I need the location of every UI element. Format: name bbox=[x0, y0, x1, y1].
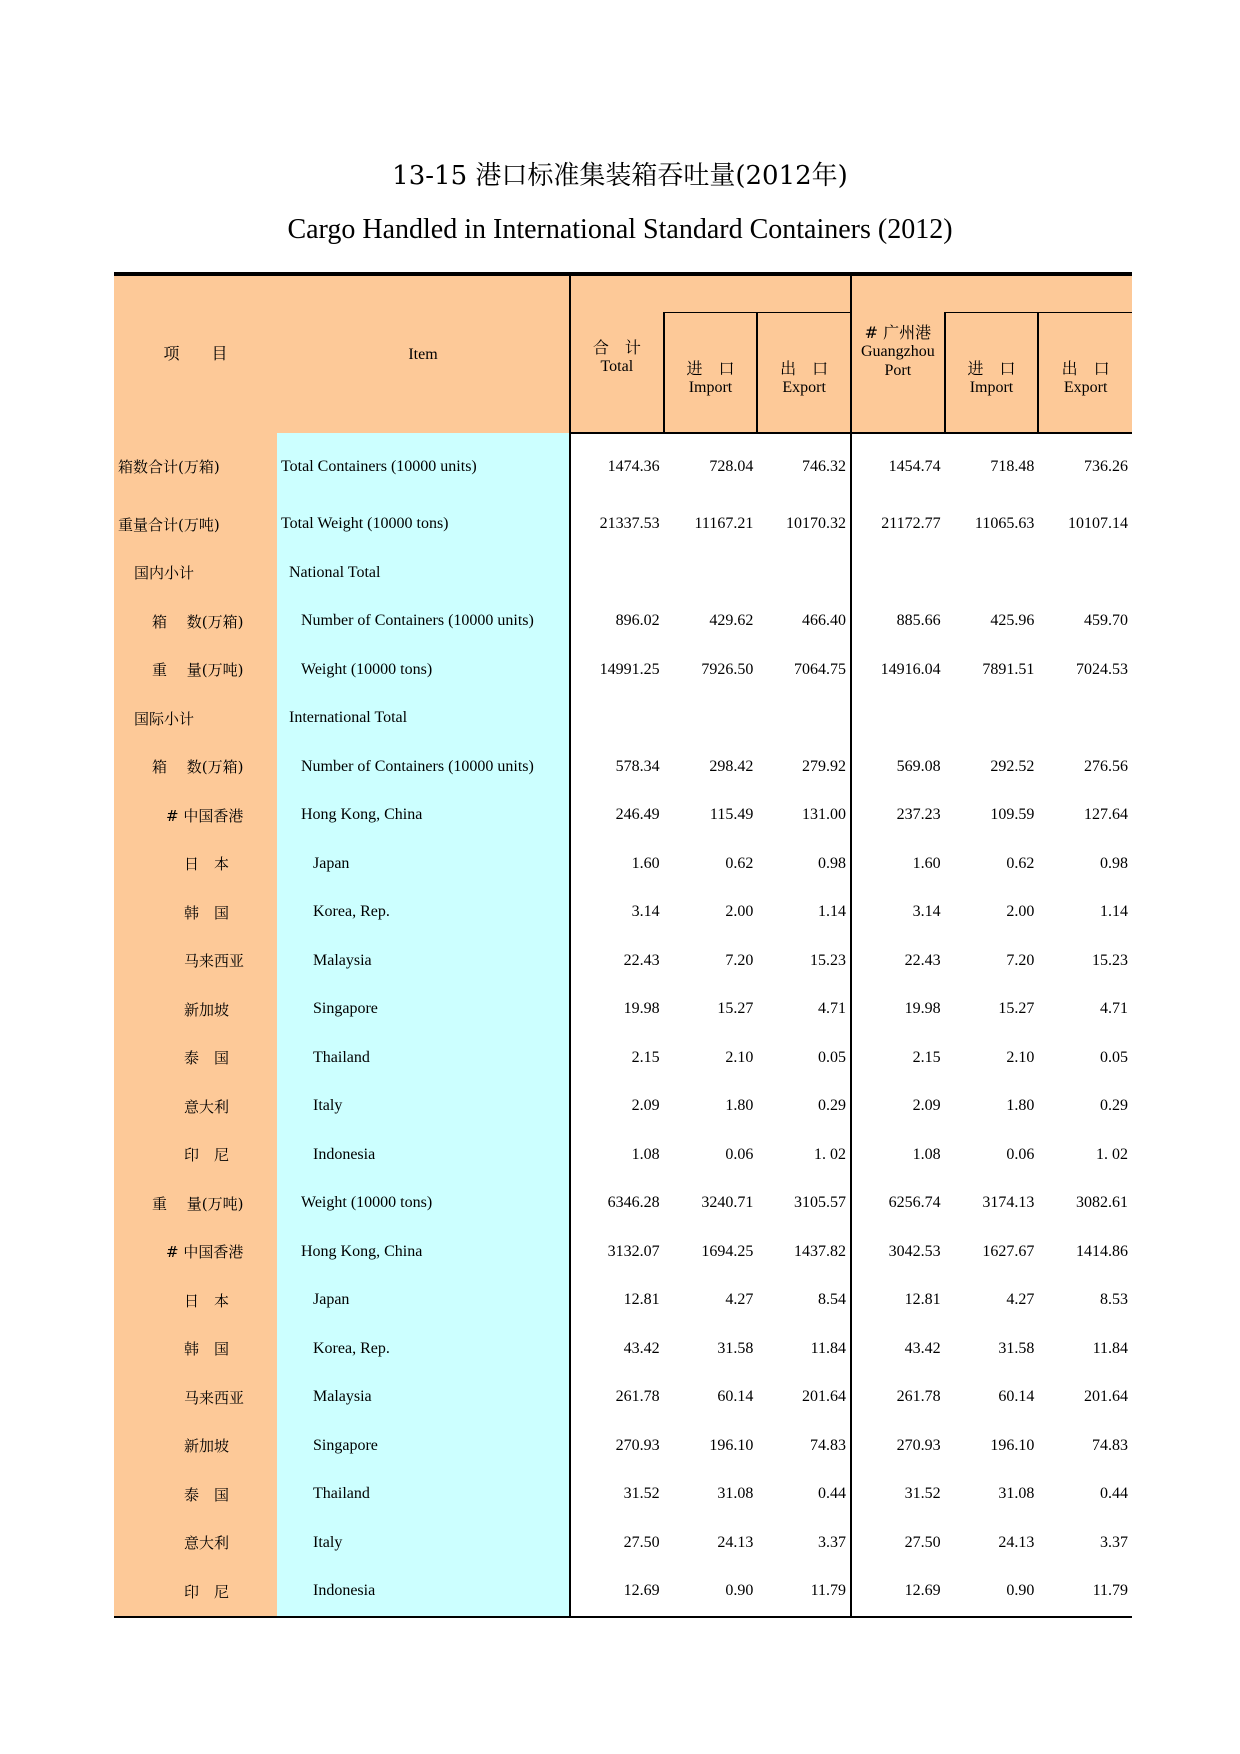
table-row bbox=[114, 937, 1132, 986]
value-cell: 736.26 bbox=[1084, 458, 1128, 475]
value-cell: 7926.50 bbox=[701, 660, 754, 678]
value-cell: 4.27 bbox=[1006, 1291, 1035, 1309]
header-export: 出 口 Export bbox=[757, 313, 851, 434]
table-row bbox=[114, 791, 1132, 840]
value-cell: 14991.25 bbox=[570, 646, 664, 695]
table-row bbox=[114, 549, 1132, 598]
row-label-chinese: 印 尼 bbox=[114, 1567, 277, 1617]
value-cell bbox=[1038, 549, 1132, 598]
value-cell: 0.05 bbox=[1100, 1048, 1128, 1066]
value-cell: 3240.71 bbox=[701, 1194, 754, 1212]
value-cell: 6346.28 bbox=[570, 1179, 664, 1228]
row-label-chinese: 韩 国 bbox=[114, 888, 277, 937]
row-label-chinese: # 中国香港 bbox=[114, 791, 277, 840]
value-cell: 115.49 bbox=[709, 806, 754, 824]
row-label-chinese: 箱 数(万箱) bbox=[114, 597, 277, 646]
value-cell: 60.14 bbox=[998, 1388, 1035, 1406]
value-cell: 4.71 bbox=[818, 1000, 846, 1018]
value-cell: 885.66 bbox=[851, 597, 945, 646]
value-cell: 12.81 bbox=[851, 1276, 945, 1325]
value-cell: 1.08 bbox=[851, 1131, 945, 1180]
value-cell: 0.29 bbox=[818, 1097, 846, 1115]
value-cell: 429.62 bbox=[709, 612, 754, 630]
value-cell: 261.78 bbox=[570, 1373, 664, 1422]
row-label-english: Hong Kong, China bbox=[277, 1228, 570, 1277]
value-cell: 6256.74 bbox=[851, 1179, 945, 1228]
value-cell: 2.10 bbox=[1006, 1048, 1035, 1066]
value-cell: 1.08 bbox=[570, 1131, 664, 1180]
value-cell: 11167.21 bbox=[694, 515, 754, 533]
value-cell: 270.93 bbox=[851, 1422, 945, 1471]
row-label-english: Malaysia bbox=[277, 1373, 570, 1422]
value-cell: 728.04 bbox=[709, 458, 754, 475]
value-cell: 3042.53 bbox=[851, 1228, 945, 1277]
row-label-english: Indonesia bbox=[277, 1131, 570, 1180]
value-cell: 3132.07 bbox=[570, 1228, 664, 1277]
value-cell: 24.13 bbox=[998, 1533, 1035, 1551]
table-row bbox=[114, 1034, 1132, 1083]
table-row bbox=[114, 840, 1132, 889]
value-cell: 7.20 bbox=[1006, 951, 1035, 969]
table-row bbox=[114, 1470, 1132, 1519]
value-cell: 246.49 bbox=[570, 791, 664, 840]
value-cell: 2.09 bbox=[851, 1082, 945, 1131]
value-cell: 1. 02 bbox=[1096, 1145, 1128, 1163]
value-cell: 3082.61 bbox=[1076, 1194, 1128, 1212]
value-cell: 109.59 bbox=[990, 806, 1035, 824]
row-label-chinese: 新加坡 bbox=[114, 1422, 277, 1471]
value-cell: 3.14 bbox=[570, 888, 664, 937]
table-row bbox=[114, 1228, 1132, 1277]
value-cell: 27.50 bbox=[851, 1519, 945, 1568]
value-cell bbox=[757, 694, 851, 743]
value-cell: 31.52 bbox=[851, 1470, 945, 1519]
value-cell bbox=[570, 549, 664, 598]
table-header bbox=[114, 274, 1132, 433]
value-cell: 425.96 bbox=[990, 612, 1035, 630]
value-cell: 1694.25 bbox=[701, 1242, 754, 1260]
header-port-group bbox=[851, 274, 1132, 313]
value-cell: 11.79 bbox=[810, 1582, 846, 1600]
value-cell: 0.06 bbox=[725, 1145, 754, 1163]
value-cell: 11.79 bbox=[1092, 1582, 1128, 1600]
header-guangzhou-port: # 广州港 Guangzhou Port bbox=[851, 313, 945, 434]
value-cell: 1.80 bbox=[725, 1097, 754, 1115]
value-cell: 0.62 bbox=[1006, 854, 1035, 872]
container-cargo-table bbox=[114, 272, 1132, 1618]
value-cell: 3.14 bbox=[851, 888, 945, 937]
row-label-chinese: 重 量(万吨) bbox=[114, 646, 277, 695]
row-label-english: Korea, Rep. bbox=[277, 1325, 570, 1374]
value-cell: 1. 02 bbox=[814, 1145, 846, 1163]
value-cell bbox=[1038, 694, 1132, 743]
value-cell bbox=[664, 694, 758, 743]
value-cell: 4.27 bbox=[725, 1291, 754, 1309]
value-cell: 8.53 bbox=[1100, 1291, 1128, 1309]
table-row bbox=[114, 1519, 1132, 1568]
value-cell: 201.64 bbox=[802, 1388, 846, 1406]
value-cell: 1.14 bbox=[1100, 903, 1128, 921]
value-cell: 896.02 bbox=[570, 597, 664, 646]
value-cell: 276.56 bbox=[1084, 757, 1128, 775]
row-label-chinese: 日 本 bbox=[114, 840, 277, 889]
row-label-english: Malaysia bbox=[277, 937, 570, 986]
row-label-english: National Total bbox=[277, 549, 570, 598]
value-cell: 0.44 bbox=[818, 1485, 846, 1503]
table-row bbox=[114, 888, 1132, 937]
value-cell: 0.29 bbox=[1100, 1097, 1128, 1115]
header-import-port: 进 口 Import bbox=[945, 313, 1039, 434]
row-label-chinese: 马来西亚 bbox=[114, 937, 277, 986]
value-cell: 15.23 bbox=[1092, 951, 1128, 969]
value-cell: 131.00 bbox=[802, 806, 846, 824]
table-body bbox=[114, 433, 1132, 1617]
value-cell: 279.92 bbox=[802, 757, 846, 775]
value-cell: 8.54 bbox=[818, 1291, 846, 1309]
header-export-port: 出 口 Export bbox=[1038, 313, 1132, 434]
value-cell: 12.69 bbox=[570, 1567, 664, 1617]
table-row bbox=[114, 1131, 1132, 1180]
row-label-english: Japan bbox=[277, 1276, 570, 1325]
value-cell: 7064.75 bbox=[794, 660, 846, 678]
value-cell: 31.52 bbox=[570, 1470, 664, 1519]
table-row bbox=[114, 597, 1132, 646]
value-cell: 3.37 bbox=[818, 1533, 846, 1551]
value-cell: 746.32 bbox=[802, 458, 846, 475]
value-cell: 10170.32 bbox=[786, 515, 846, 533]
row-label-chinese: 马来西亚 bbox=[114, 1373, 277, 1422]
row-label-english: Hong Kong, China bbox=[277, 791, 570, 840]
table-row bbox=[114, 433, 1132, 500]
value-cell: 2.00 bbox=[725, 903, 754, 921]
value-cell: 196.10 bbox=[709, 1436, 754, 1454]
value-cell: 11.84 bbox=[1092, 1339, 1128, 1357]
value-cell: 270.93 bbox=[570, 1422, 664, 1471]
value-cell: 14916.04 bbox=[851, 646, 945, 695]
row-label-english: Singapore bbox=[277, 985, 570, 1034]
value-cell: 1627.67 bbox=[982, 1242, 1035, 1260]
value-cell: 31.58 bbox=[998, 1339, 1035, 1357]
header-item-english: Item bbox=[277, 274, 570, 433]
value-cell: 4.71 bbox=[1100, 1000, 1128, 1018]
row-label-english: Korea, Rep. bbox=[277, 888, 570, 937]
value-cell: 0.06 bbox=[1006, 1145, 1035, 1163]
value-cell: 12.69 bbox=[851, 1567, 945, 1617]
value-cell: 1474.36 bbox=[570, 433, 664, 500]
value-cell: 19.98 bbox=[851, 985, 945, 1034]
value-cell: 21172.77 bbox=[851, 500, 945, 549]
value-cell bbox=[570, 694, 664, 743]
row-label-chinese: 泰 国 bbox=[114, 1470, 277, 1519]
row-label-english: Thailand bbox=[277, 1034, 570, 1083]
row-label-chinese: 日 本 bbox=[114, 1276, 277, 1325]
value-cell: 7891.51 bbox=[982, 660, 1035, 678]
row-label-chinese: 新加坡 bbox=[114, 985, 277, 1034]
value-cell: 11.84 bbox=[810, 1339, 846, 1357]
row-label-english: Indonesia bbox=[277, 1567, 570, 1617]
page-title-english: Cargo Handled in International Standard Containers (2012) bbox=[287, 214, 953, 245]
value-cell: 24.13 bbox=[717, 1533, 754, 1551]
table-row bbox=[114, 1179, 1132, 1228]
value-cell: 1.60 bbox=[851, 840, 945, 889]
row-label-chinese: 意大利 bbox=[114, 1519, 277, 1568]
row-label-chinese: 泰 国 bbox=[114, 1034, 277, 1083]
table-row bbox=[114, 500, 1132, 549]
value-cell bbox=[851, 694, 945, 743]
row-label-english: Japan bbox=[277, 840, 570, 889]
value-cell: 74.83 bbox=[1092, 1436, 1128, 1454]
value-cell: 1454.74 bbox=[851, 433, 945, 500]
row-label-chinese: 意大利 bbox=[114, 1082, 277, 1131]
value-cell: 22.43 bbox=[570, 937, 664, 986]
row-label-english: Total Weight (10000 tons) bbox=[277, 500, 570, 549]
value-cell: 27.50 bbox=[570, 1519, 664, 1568]
value-cell: 237.23 bbox=[851, 791, 945, 840]
value-cell: 196.10 bbox=[990, 1436, 1035, 1454]
value-cell: 261.78 bbox=[851, 1373, 945, 1422]
row-label-english: International Total bbox=[277, 694, 570, 743]
row-label-english: Weight (10000 tons) bbox=[277, 1179, 570, 1228]
value-cell: 43.42 bbox=[851, 1325, 945, 1374]
row-label-english: Weight (10000 tons) bbox=[277, 646, 570, 695]
row-label-chinese: 箱 数(万箱) bbox=[114, 743, 277, 792]
row-label-english: Singapore bbox=[277, 1422, 570, 1471]
value-cell: 22.43 bbox=[851, 937, 945, 986]
value-cell: 459.70 bbox=[1084, 612, 1128, 630]
table-row bbox=[114, 1082, 1132, 1131]
row-label-english: Italy bbox=[277, 1082, 570, 1131]
value-cell: 0.62 bbox=[725, 854, 754, 872]
value-cell bbox=[664, 549, 758, 598]
value-cell: 11065.63 bbox=[974, 515, 1035, 533]
value-cell: 1.60 bbox=[570, 840, 664, 889]
value-cell: 2.09 bbox=[570, 1082, 664, 1131]
value-cell: 1.14 bbox=[818, 903, 846, 921]
value-cell: 569.08 bbox=[851, 743, 945, 792]
header-item-chinese: 项 目 bbox=[114, 274, 277, 433]
value-cell: 3.37 bbox=[1100, 1533, 1128, 1551]
value-cell: 60.14 bbox=[717, 1388, 754, 1406]
value-cell: 2.15 bbox=[570, 1034, 664, 1083]
row-label-chinese: 箱数合计(万箱) bbox=[114, 433, 277, 500]
value-cell: 2.15 bbox=[851, 1034, 945, 1083]
value-cell: 74.83 bbox=[810, 1436, 846, 1454]
table-row bbox=[114, 1373, 1132, 1422]
row-label-english: Number of Containers (10000 units) bbox=[277, 743, 570, 792]
table-row bbox=[114, 694, 1132, 743]
value-cell: 43.42 bbox=[570, 1325, 664, 1374]
value-cell: 0.90 bbox=[725, 1582, 754, 1600]
value-cell: 7.20 bbox=[725, 951, 754, 969]
table-row bbox=[114, 743, 1132, 792]
row-label-chinese: 韩 国 bbox=[114, 1325, 277, 1374]
header-total-group bbox=[570, 274, 851, 313]
row-label-english: Italy bbox=[277, 1519, 570, 1568]
value-cell: 2.00 bbox=[1006, 903, 1035, 921]
value-cell: 1.80 bbox=[1006, 1097, 1035, 1115]
table-row bbox=[114, 1276, 1132, 1325]
row-label-english: Number of Containers (10000 units) bbox=[277, 597, 570, 646]
row-label-english: Total Containers (10000 units) bbox=[277, 433, 570, 500]
row-label-chinese: 国际小计 bbox=[114, 694, 277, 743]
value-cell: 0.98 bbox=[818, 854, 846, 872]
value-cell: 298.42 bbox=[709, 757, 754, 775]
table-row bbox=[114, 646, 1132, 695]
value-cell: 15.27 bbox=[717, 1000, 754, 1018]
row-label-english: Thailand bbox=[277, 1470, 570, 1519]
value-cell: 0.05 bbox=[818, 1048, 846, 1066]
value-cell: 0.90 bbox=[1006, 1582, 1035, 1600]
table-row bbox=[114, 1567, 1132, 1617]
row-label-chinese: 印 尼 bbox=[114, 1131, 277, 1180]
value-cell: 292.52 bbox=[990, 757, 1035, 775]
value-cell: 466.40 bbox=[802, 612, 846, 630]
row-label-chinese: # 中国香港 bbox=[114, 1228, 277, 1277]
value-cell bbox=[945, 549, 1039, 598]
value-cell: 0.44 bbox=[1100, 1485, 1128, 1503]
value-cell bbox=[851, 549, 945, 598]
value-cell: 21337.53 bbox=[570, 500, 664, 549]
value-cell: 15.23 bbox=[810, 951, 846, 969]
value-cell: 3105.57 bbox=[794, 1194, 846, 1212]
row-label-chinese: 重 量(万吨) bbox=[114, 1179, 277, 1228]
value-cell: 127.64 bbox=[1084, 806, 1128, 824]
value-cell: 12.81 bbox=[570, 1276, 664, 1325]
value-cell: 1414.86 bbox=[1076, 1242, 1128, 1260]
value-cell: 2.10 bbox=[725, 1048, 754, 1066]
table-row bbox=[114, 985, 1132, 1034]
value-cell: 31.08 bbox=[717, 1485, 754, 1503]
value-cell: 10107.14 bbox=[1068, 515, 1128, 533]
value-cell: 7024.53 bbox=[1076, 660, 1128, 678]
value-cell: 1437.82 bbox=[794, 1242, 846, 1260]
value-cell: 578.34 bbox=[570, 743, 664, 792]
table-row bbox=[114, 1422, 1132, 1471]
value-cell: 19.98 bbox=[570, 985, 664, 1034]
value-cell bbox=[757, 549, 851, 598]
value-cell: 201.64 bbox=[1084, 1388, 1128, 1406]
value-cell: 718.48 bbox=[990, 458, 1035, 475]
value-cell: 0.98 bbox=[1100, 854, 1128, 872]
row-label-chinese: 国内小计 bbox=[114, 549, 277, 598]
table-row bbox=[114, 1325, 1132, 1374]
value-cell: 31.08 bbox=[998, 1485, 1035, 1503]
value-cell bbox=[945, 694, 1039, 743]
header-total: 合 计 Total bbox=[570, 313, 664, 434]
value-cell: 31.58 bbox=[717, 1339, 754, 1357]
header-import: 进 口 Import bbox=[664, 313, 758, 434]
value-cell: 15.27 bbox=[998, 1000, 1035, 1018]
value-cell: 3174.13 bbox=[982, 1194, 1035, 1212]
page-title-chinese: 13-15 港口标准集装箱吞吐量(2012年) bbox=[392, 161, 848, 191]
row-label-chinese: 重量合计(万吨) bbox=[114, 500, 277, 549]
